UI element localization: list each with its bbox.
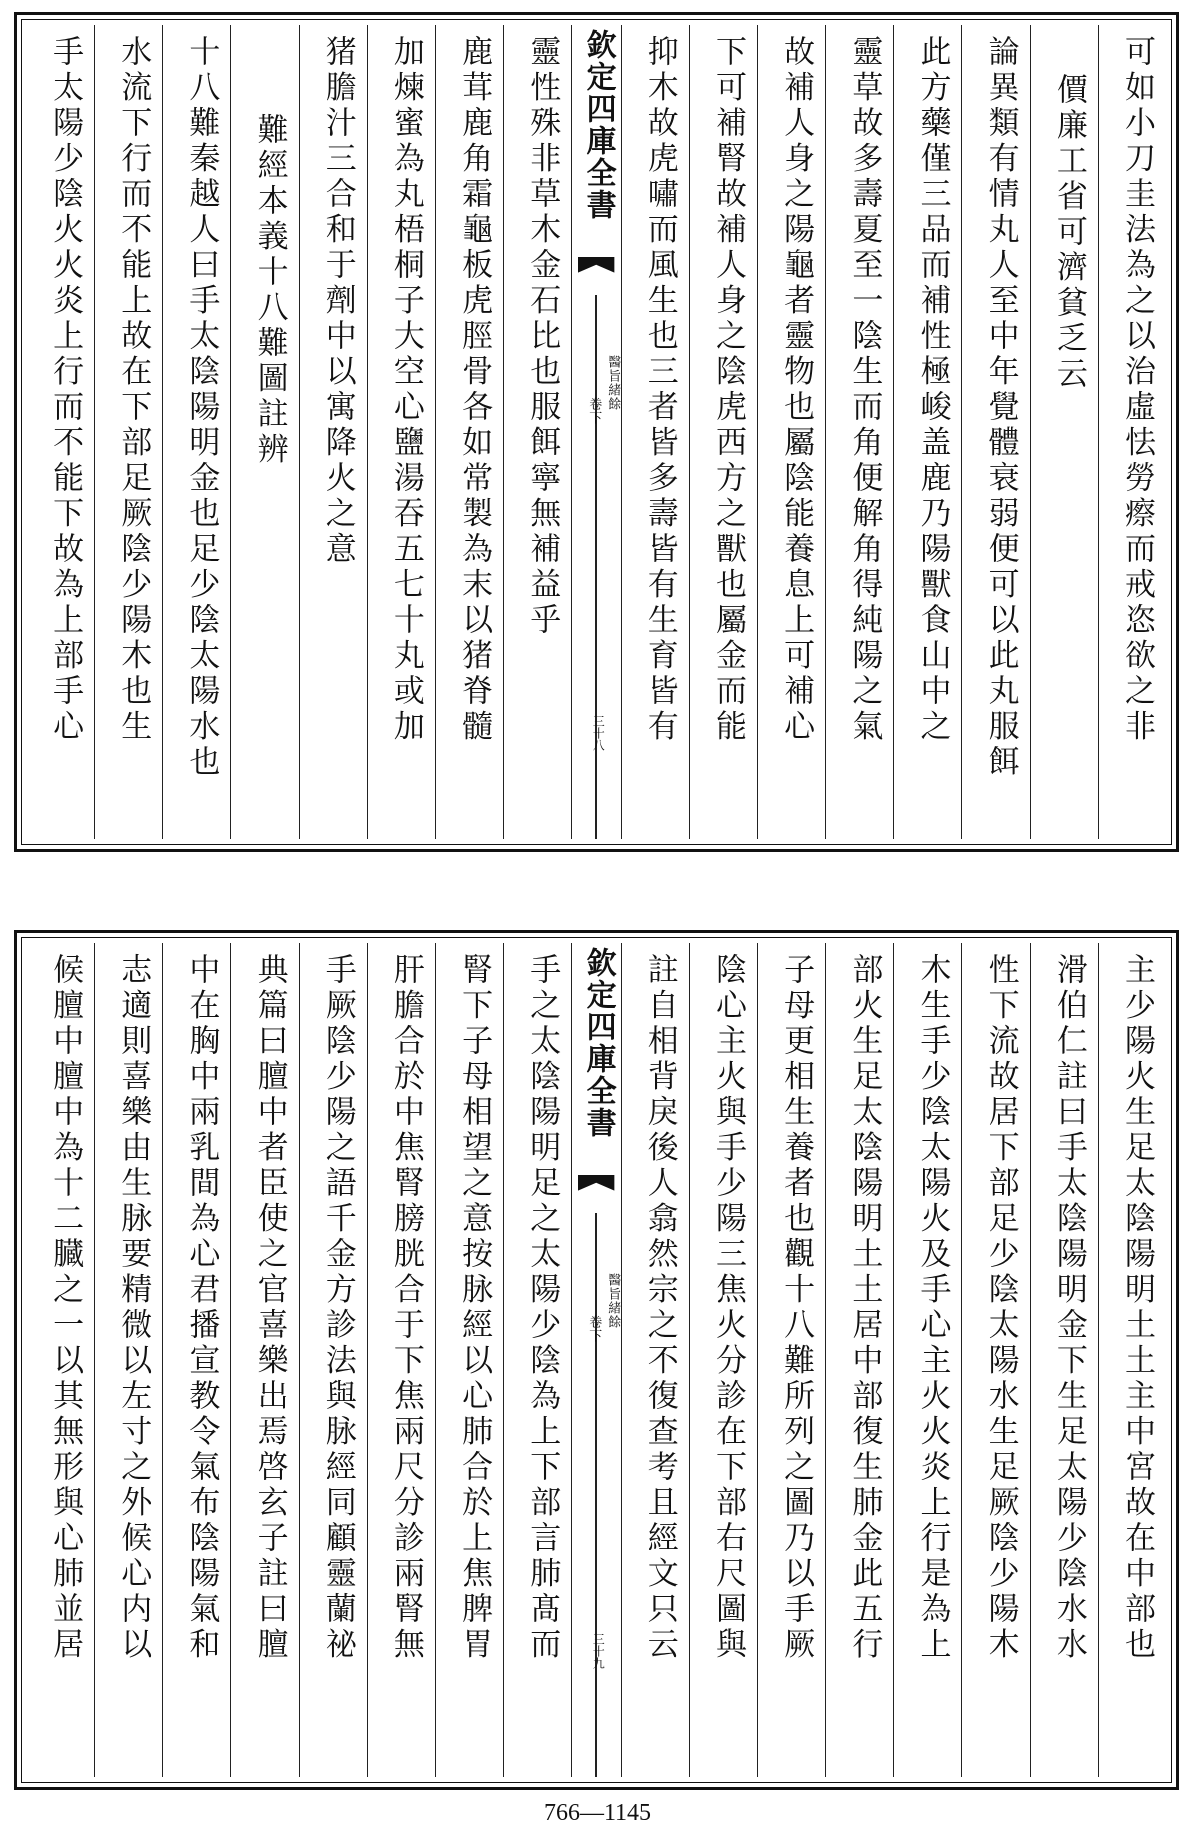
text-column: [367, 943, 435, 1777]
text-column: [503, 25, 571, 839]
column-text: 志適則喜樂由生脉要精微以左寸之外候心内以: [115, 953, 152, 1663]
book-title: 醫旨緒餘: [605, 1273, 621, 1329]
text-column: [435, 943, 503, 1777]
text-column: [299, 25, 367, 839]
column-text: 候膻中膻中為十二臓之一以其無形與心肺並居: [47, 953, 84, 1663]
text-column: [689, 25, 757, 839]
lower-page: [14, 930, 1179, 1790]
column-text: 抑木故虎嘯而風生也三者皆多壽皆有生育皆有: [641, 35, 678, 745]
column-text: 肝膽合於中焦腎膀胱合于下焦兩尺分診兩腎無: [387, 953, 424, 1663]
leaf-number: 三十八: [591, 715, 606, 751]
lower-page-columns: [27, 943, 1166, 1777]
column-text: 鹿茸鹿角霜龜板虎脛骨各如常製為末以猪脊髓: [456, 35, 493, 745]
text-column: [94, 25, 162, 839]
text-column: [1098, 943, 1166, 1777]
text-column: [435, 25, 503, 839]
text-column: [893, 943, 961, 1777]
column-text: 子母更相生養者也觀十八難所列之圖乃以手厥: [778, 953, 815, 1663]
collection-title: 欽定四庫全書: [580, 29, 616, 221]
fishtail-mark-icon: [578, 1175, 614, 1201]
column-text: 此方藥僅三品而補性極峻盖鹿乃陽獸食山中之: [914, 35, 951, 745]
text-column: [893, 25, 961, 839]
text-column: [162, 943, 230, 1777]
collection-title: 欽定四庫全書: [580, 947, 616, 1139]
fold-line: [595, 1213, 597, 1777]
column-text: 水流下行而不能上故在下部足厥陰少陽木也生: [115, 35, 152, 745]
column-text: 部火生足太陰陽明土土居中部復生肺金此五行: [846, 953, 883, 1663]
upper-page: [14, 12, 1179, 852]
column-text: 典篇曰膻中者臣使之官喜樂出焉啓玄子註曰膻: [251, 953, 288, 1663]
text-column: [621, 25, 689, 839]
text-column: [757, 25, 825, 839]
column-text: 故補人身之陽龜者靈物也屬陰能養息上可補心: [778, 35, 815, 745]
column-text: 主少陽火生足太陰陽明土土主中宮故在中部也: [1119, 953, 1155, 1663]
column-text: 陰心主火與手少陽三焦火分診在下部右尺圖與: [709, 953, 746, 1663]
column-text: 靈性殊非草木金石比也服餌寧無補益乎: [524, 35, 561, 639]
text-column: [27, 25, 94, 839]
column-text: 加煉蜜為丸梧桐子大空心鹽湯吞五七十丸或加: [387, 35, 424, 745]
text-column: [961, 25, 1029, 839]
center-fold-strip: [571, 25, 620, 839]
text-column: [825, 943, 893, 1777]
column-text: 註自相背戾後人翕然宗之不復查考且經文只云: [641, 953, 678, 1663]
text-column: [757, 943, 825, 1777]
text-column: [367, 25, 435, 839]
column-text: 下可補腎故補人身之陰虎西方之獸也屬金而能: [709, 35, 746, 745]
column-text: 難經本義十八難圖註辨: [251, 113, 288, 468]
text-column: [1030, 943, 1098, 1777]
text-column: [1098, 25, 1166, 839]
text-column: [162, 25, 230, 839]
book-title: 醫旨緒餘: [605, 355, 621, 411]
upper-page-columns: [27, 25, 1166, 839]
column-text: 手厥陰少陽之語千金方診法與脉經同顧靈蘭祕: [319, 953, 356, 1663]
fishtail-mark-icon: [578, 257, 614, 283]
text-column: [230, 943, 298, 1777]
text-column: [1030, 25, 1098, 839]
text-column: [825, 25, 893, 839]
column-text: 木生手少陰太陽火及手心主火火炎上行是為上: [914, 953, 951, 1663]
column-text: 性下流故居下部足少陰太陽水生足厥陰少陽木: [982, 953, 1019, 1663]
column-text: 腎下子母相望之意按脉經以心肺合於上焦脾胃: [456, 953, 493, 1663]
text-column: [621, 943, 689, 1777]
text-column: [689, 943, 757, 1777]
text-column: [503, 943, 571, 1777]
column-text: 滑伯仁註曰手太陰陽明金下生足太陽少陰水水: [1050, 953, 1087, 1663]
volume-label: 卷下: [586, 1315, 602, 1343]
column-text: 手之太陰陽明足之太陽少陰為上下部言肺髙而: [524, 953, 561, 1663]
text-column: [961, 943, 1029, 1777]
column-text: 中在胸中兩乳間為心君播宣教令氣布陰陽氣和: [183, 953, 220, 1663]
column-text: 十八難秦越人曰手太陰陽明金也足少陰太陽水也: [183, 35, 220, 781]
text-column: [299, 943, 367, 1777]
leaf-number: 三十九: [591, 1633, 606, 1669]
volume-label: 卷下: [586, 397, 602, 425]
column-text: 價廉工省可濟貧乏云: [1050, 73, 1087, 393]
page-footer-number: 766—1145: [543, 1800, 652, 1826]
column-text: 可如小刀圭法為之以治虛怯勞瘵而戒恣欲之非: [1119, 35, 1155, 745]
column-text: 手太陽少陰火火炎上行而不能下故為上部手心: [47, 35, 84, 745]
text-column: [230, 25, 298, 839]
text-column: [27, 943, 94, 1777]
fold-line: [595, 295, 597, 839]
column-text: 論異類有情丸人至中年覺體衰弱便可以此丸服餌: [982, 35, 1019, 781]
column-text: 猪膽汁三合和于劑中以寓降火之意: [319, 35, 356, 568]
center-fold-strip: [571, 943, 620, 1777]
column-text: 靈草故多壽夏至一陰生而角便解角得純陽之氣: [846, 35, 883, 745]
text-column: [94, 943, 162, 1777]
